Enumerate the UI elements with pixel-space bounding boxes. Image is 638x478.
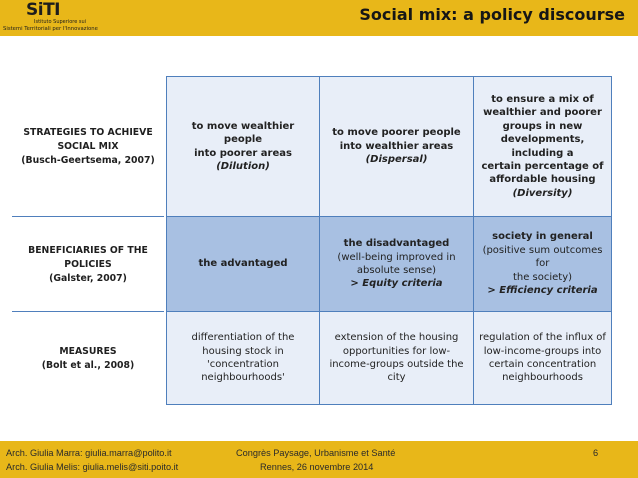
row-label-strategies <box>12 76 164 217</box>
cell-measures-extension <box>319 311 474 405</box>
footer-bar <box>0 441 638 478</box>
row-label-line: STRATEGIES TO ACHIEVE <box>23 126 153 138</box>
row-label-measures <box>12 312 164 405</box>
slide-title: Social mix: a policy discourse <box>359 5 625 24</box>
row-label-beneficiaries <box>12 217 164 312</box>
logo-mark: SiTI <box>26 0 60 20</box>
cell-bold: the disadvantaged <box>343 238 450 250</box>
footer-author-1: Arch. Giulia Marra: giulia.marra@polito.it <box>6 448 172 458</box>
row-label-line: (Galster, 2007) <box>49 272 127 284</box>
logo-subtitle-2: Sistemi Territoriali per l'Innovazione <box>3 26 98 32</box>
cell-strategies-dispersal <box>319 76 474 217</box>
cell-text: (well-being improved in <box>337 251 456 263</box>
cell-beneficiaries-advantaged <box>166 216 320 312</box>
cell-text: differentiation of the <box>191 332 295 344</box>
cell-text: into wealthier areas <box>339 140 454 152</box>
cell-beneficiaries-society <box>473 216 612 312</box>
cell-text: affordable housing <box>489 174 596 186</box>
row-label-line: MEASURES <box>59 345 117 357</box>
cell-text: (positive sum outcomes for <box>482 244 603 270</box>
footer-event: Congrès Paysage, Urbanisme et Santé <box>236 448 396 458</box>
siti-logo <box>2 0 120 36</box>
policy-table <box>12 76 612 405</box>
row-label-line: SOCIAL MIX <box>57 140 119 152</box>
cell-text: absolute sense) <box>356 265 437 276</box>
cell-text: developments, including a <box>500 134 585 159</box>
cell-text: the society) <box>512 271 573 283</box>
row-label-line: (Busch-Geertsema, 2007) <box>21 154 155 166</box>
footer-place-date: Rennes, 26 novembre 2014 <box>260 462 374 472</box>
cell-text: city <box>387 372 406 384</box>
cell-text: to ensure a mix of <box>491 93 594 105</box>
cell-text: 'concentration <box>206 359 279 370</box>
cell-text: into poorer areas <box>194 147 292 159</box>
cell-text: low-income-groups into <box>483 345 602 357</box>
header-bar <box>0 0 638 36</box>
cell-text: to move poorer people <box>332 127 461 139</box>
cell-text: extension of the housing <box>334 332 459 344</box>
cell-text: regulation of the influx of <box>479 332 606 344</box>
row-label-line: (Bolt et al., 2008) <box>41 359 135 371</box>
cell-measures-regulation <box>473 311 612 405</box>
cell-measures-differentiation <box>166 311 320 405</box>
cell-text: wealthier and poorer <box>483 107 602 119</box>
cell-italic: (Diversity) <box>512 187 573 199</box>
cell-italic: (Dilution) <box>216 160 270 172</box>
cell-text: to move wealthier people <box>191 120 295 146</box>
cell-text: income-groups outside the <box>329 359 464 370</box>
row-label-line: POLICIES <box>64 258 112 270</box>
cell-text: opportunities for low- <box>342 345 451 357</box>
cell-text: housing stock in <box>202 345 284 357</box>
cell-criteria: > Efficiency criteria <box>487 285 598 297</box>
cell-text: neighbourhoods <box>502 372 583 384</box>
cell-text: neighbourhoods' <box>201 372 285 384</box>
row-label-line: BENEFICIARIES OF THE <box>28 244 148 256</box>
footer-author-2: Arch. Giulia Melis: giulia.melis@siti.poito.it <box>6 462 179 472</box>
cell-text: certain percentage of <box>481 160 604 172</box>
cell-bold: the advantaged <box>198 258 288 270</box>
cell-text: certain concentration <box>488 359 597 370</box>
cell-italic: (Dispersal) <box>365 154 428 166</box>
cell-bold: society in general <box>492 231 593 243</box>
logo-subtitle-1: Istituto Superiore sui <box>34 19 87 25</box>
cell-text: groups in new <box>502 120 583 132</box>
cell-strategies-dilution <box>166 76 320 217</box>
cell-beneficiaries-disadvantaged <box>319 216 474 312</box>
cell-strategies-diversity <box>473 76 612 217</box>
footer-page-number: 6 <box>593 448 599 458</box>
cell-criteria: > Equity criteria <box>350 278 443 290</box>
